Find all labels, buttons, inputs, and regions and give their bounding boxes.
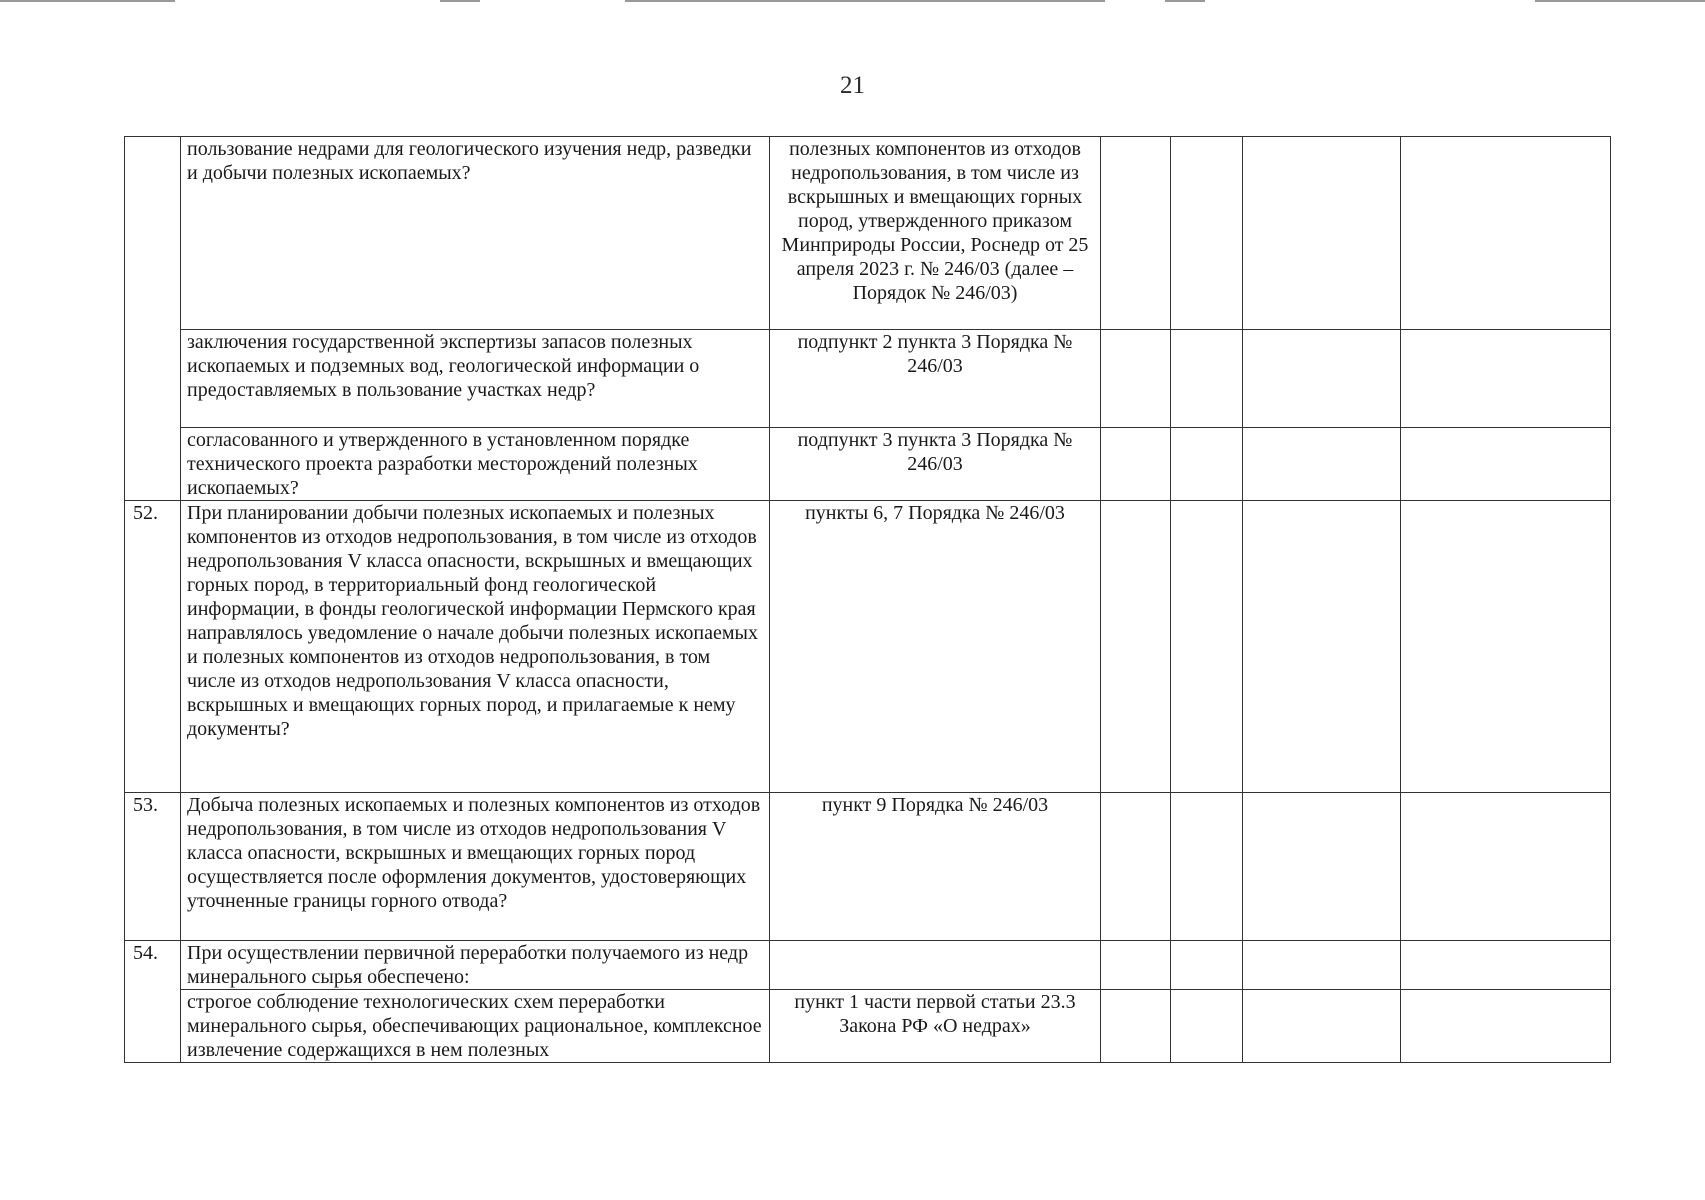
note-cell <box>1401 793 1611 941</box>
checklist-table <box>124 136 1611 1063</box>
not-applicable-cell <box>1243 428 1401 501</box>
page-number: 21 <box>840 72 865 99</box>
answer-no-cell <box>1171 501 1243 793</box>
requirement-text: согласованного и утвержденного в установленном порядке технического проекта разработки месторождений полезных ископаемых? <box>181 428 770 501</box>
row-number: 54. <box>125 941 181 990</box>
answer-yes-cell <box>1101 428 1171 501</box>
legal-reference: пункт 9 Порядка № 246/03 <box>770 793 1101 941</box>
row-number <box>125 330 181 428</box>
answer-no-cell <box>1171 330 1243 428</box>
not-applicable-cell <box>1243 501 1401 793</box>
table-row <box>125 428 1611 501</box>
answer-no-cell <box>1171 137 1243 330</box>
legal-reference: пункты 6, 7 Порядка № 246/03 <box>770 501 1101 793</box>
note-cell <box>1401 501 1611 793</box>
not-applicable-cell <box>1243 941 1401 990</box>
table-row <box>125 793 1611 941</box>
table-row <box>125 941 1611 990</box>
answer-yes-cell <box>1101 990 1171 1063</box>
answer-yes-cell <box>1101 941 1171 990</box>
not-applicable-cell <box>1243 137 1401 330</box>
legal-reference: полезных компонентов из отходов недропользования, в том числе из вскрышных и вмещающих горных пород, утвержденного приказом Минприроды России, Роснедр от 25 апреля 2023 г. № 246/03 (далее – Порядок № 246/03) <box>770 137 1101 330</box>
scan-trim-mark <box>625 0 1105 2</box>
note-cell <box>1401 990 1611 1063</box>
note-cell <box>1401 428 1611 501</box>
note-cell <box>1401 941 1611 990</box>
answer-no-cell <box>1171 793 1243 941</box>
answer-no-cell <box>1171 428 1243 501</box>
table-row <box>125 137 1611 330</box>
requirement-text: При осуществлении первичной переработки получаемого из недр минерального сырья обеспечено: <box>181 941 770 990</box>
answer-yes-cell <box>1101 501 1171 793</box>
note-cell <box>1401 137 1611 330</box>
legal-reference: подпункт 2 пункта 3 Порядка № 246/03 <box>770 330 1101 428</box>
answer-no-cell <box>1171 941 1243 990</box>
row-number <box>125 428 181 501</box>
legal-reference: подпункт 3 пункта 3 Порядка № 246/03 <box>770 428 1101 501</box>
scan-trim-mark <box>0 0 175 2</box>
answer-yes-cell <box>1101 137 1171 330</box>
table-row <box>125 501 1611 793</box>
requirement-text: При планировании добычи полезных ископаемых и полезных компонентов из отходов недропользования, в том числе из отходов недропользования V класса опасности, вскрышных и вмещающих горных пород, в территориальный фонд геологической информации, в фонды геологической информации Пермского края направлялось уведомление о начале добычи полезных ископаемых и полезных компонентов из отходов недропользования, в том числе из отходов недропользования V класса опасности, вскрышных и вмещающих горных пород, и прилагаемые к нему документы? <box>181 501 770 793</box>
table-row <box>125 990 1611 1063</box>
answer-yes-cell <box>1101 330 1171 428</box>
requirement-text: пользование недрами для геологического изучения недр, разведки и добычи полезных ископаемых? <box>181 137 770 330</box>
row-number <box>125 990 181 1063</box>
not-applicable-cell <box>1243 793 1401 941</box>
row-number: 52. <box>125 501 181 793</box>
note-cell <box>1401 330 1611 428</box>
row-number <box>125 137 181 330</box>
table-row <box>125 330 1611 428</box>
scan-trim-mark <box>1165 0 1205 2</box>
scan-trim-mark <box>440 0 480 2</box>
requirement-text: заключения государственной экспертизы запасов полезных ископаемых и подземных вод, геологической информации о предоставляемых в пользование участках недр? <box>181 330 770 428</box>
not-applicable-cell <box>1243 330 1401 428</box>
answer-yes-cell <box>1101 793 1171 941</box>
requirement-text: Добыча полезных ископаемых и полезных компонентов из отходов недропользования, в том числе из отходов недропользования V класса опасности, вскрышных и вмещающих горных пород осуществляется после оформления документов, удостоверяющих уточненные границы горного отвода? <box>181 793 770 941</box>
not-applicable-cell <box>1243 990 1401 1063</box>
row-number: 53. <box>125 793 181 941</box>
answer-no-cell <box>1171 990 1243 1063</box>
legal-reference <box>770 941 1101 990</box>
legal-reference: пункт 1 части первой статьи 23.3 Закона РФ «О недрах» <box>770 990 1101 1063</box>
scan-trim-mark <box>1535 0 1705 2</box>
requirement-text: строгое соблюдение технологических схем переработки минерального сырья, обеспечивающих рациональное, комплексное извлечение содержащихся в нем полезных <box>181 990 770 1063</box>
